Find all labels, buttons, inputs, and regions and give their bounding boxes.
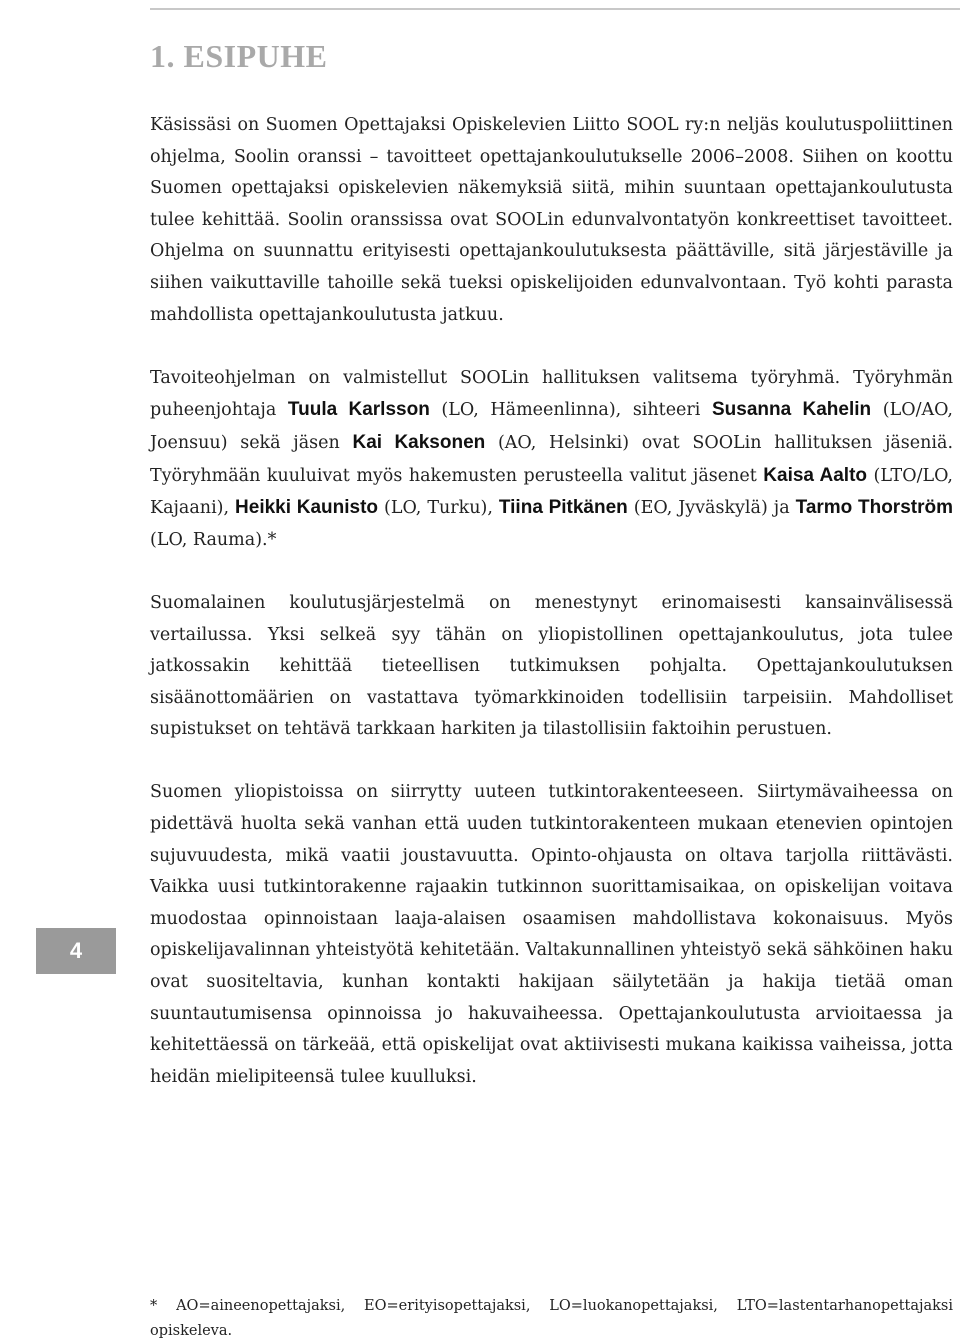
page-title: 1. ESIPUHE [150,38,328,74]
member-name: Kaisa Aalto [763,464,868,486]
text-segment: (LTO/LO, Kajaani), [150,465,953,519]
member-name: Tiina Pitkänen [498,497,628,519]
text-segment: (AO, Helsinki) ovat SOOLin hallituksen jäseniä. Työryhmään kuuluivat myös hakemusten perusteella valitut jäsenet [150,432,954,486]
top-rule [150,8,960,10]
text-segment: (LO/AO, Joensuu) sekä jäsen [150,400,953,453]
text-segment: (EO, Jyväskylä) ja [627,498,796,519]
page-number: 4 [69,938,83,963]
page-number-tab [36,928,116,974]
body-text [150,110,953,1093]
member-name: Kai Kaksonen [352,431,486,453]
paragraph-education-system: Suomalainen koulutusjärjestelmä on menestynyt erinomaisesti kansainvälisessä vertailussa. Yksi selkeä syy tähän on yliopistollinen opettajankoulutus, jota tulee jatkossakin kehittää tieteellisen tutkimuksen pohjalta. Opettajankoulutuksen sisäänottomäärien on vastattava työmarkkinoiden todellisiin tarpeisiin. Mahdolliset supistukset on tehtävä tarkkaan harkiten ja tilastollisiin faktoihin perustuen. [150,592,953,740]
footnote: * AO=aineenopettajaksi, EO=erityisopettajaksi, LO=luokanopettajaksi, LTO=lastentarhanopettajaksi opiskeleva. [150,1298,953,1339]
paragraph-intro: Käsissäsi on Suomen Opettajaksi Opiskelevien Liitto SOOL ry:n neljäs koulutuspoliittinen ohjelma, Soolin oranssi – tavoitteet opettajankoulutukselle 2006–2008. Siihen on koottu Suomen opettajaksi opiskelevien näkemyksiä siitä, mihin suuntaan opettajankoulutusta tulee kehittää. Soolin oranssissa ovat SOOLin edunvalvontatyön konkreettiset tavoitteet. Ohjelma on suunnattu erityisesti opettajankoulutuksesta päättäville, sitä järjestäville ja siihen vaikuttaville tahoille sekä tueksi opiskelijoiden edunvalvontaan. Työ kohti parasta mahdollista opettajankoulutusta jatkuu. [150,115,953,325]
member-name: Susanna Kahelin [712,399,872,421]
text-segment: (LO, Hämeenlinna), sihteeri [429,400,712,421]
text-segment: (LO, Turku), [378,498,499,519]
paragraph-degree-structure: Suomen yliopistoissa on siirrytty uuteen tutkintorakenteeseen. Siirtymävaiheessa on pidettävä huolta sekä vanhan että uuden tutkintorakenteen mukaan etenevien opintojen sujuvuudesta, mikä vaatii joustavuutta. Opinto-ohjausta on oltava tarjolla riittävästi. Vaikka uusi tutkintorakenne rajaakin tutkinnon suorittamisaikaa, on opiskelijan voitava muodostaa opinnoistaan laaja-alaisen osaamisen mahdollistava kokonaisuus. Myös opiskelijavalinnan yhteistyötä kehitetään. Valtakunnallinen yhteistyö sekä sähköinen haku ovat suositeltavia, kunhan kontakti hakijaan säilytetään ja hakija tietää oman suuntautumisensa opinnoissa jo hakuvaiheessa. Opettajankoulutusta arvioitaessa ja kehitettäessä on tärkeää, että opiskelijat ovat aktiivisesti mukana kaikissa vaiheissa, jotta heidän mielipiteensä tulee kuulluksi. [150,782,953,1087]
member-name: Tuula Karlsson [287,399,430,421]
member-name: Tarmo Thorström [795,497,953,519]
text-segment: (LO, Rauma).* [150,529,277,550]
text-segment: Tavoiteohjelman on valmistellut SOOLin hallituksen valitsema työryhmä. Työryhmän puheenjohtaja [150,367,953,421]
paragraph-working-group [150,363,953,557]
member-name: Heikki Kaunisto [235,497,379,519]
